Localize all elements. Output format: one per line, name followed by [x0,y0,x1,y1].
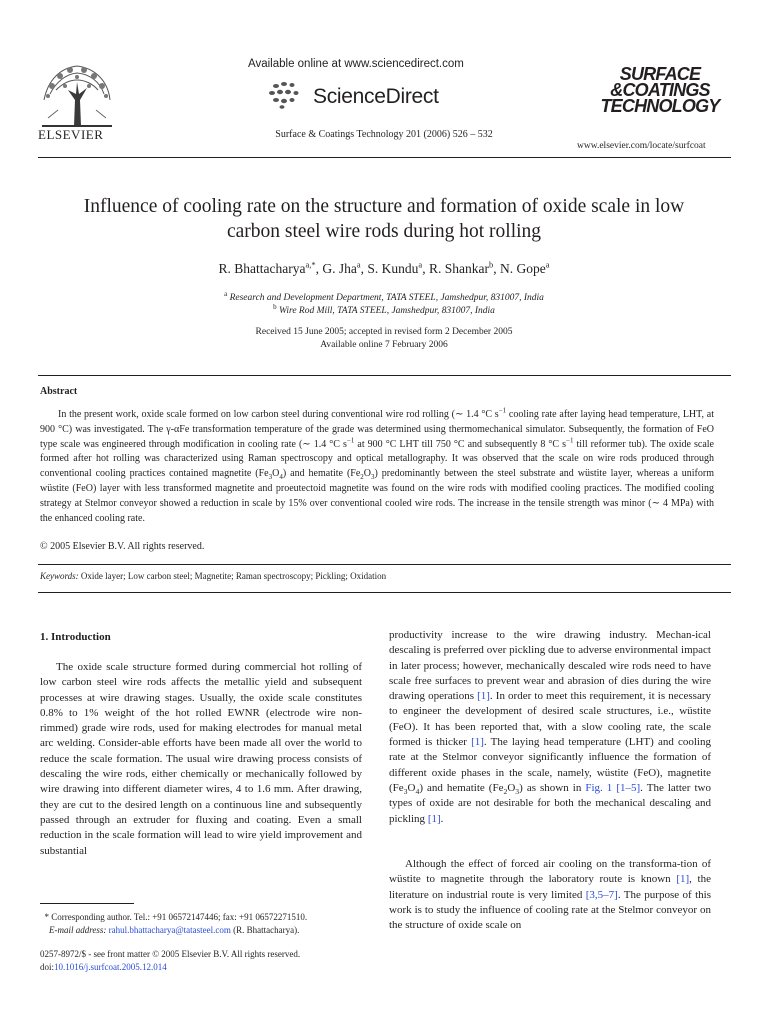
citation-link[interactable]: [1–5] [616,781,641,794]
author-affiliation-mark: a [545,259,550,270]
article-title [30,194,738,244]
introduction-left-column: The oxide scale structure formed during commercial hot rolling of low carbon steel wire rods affects the metallic yield and subsequent processes at wire drawing stages. Usually, the oxide scale constitutes 0.8% to 1% weight of the hot rolled EWNR (electrode wire non-rimmed) grade wire rods, used for making electrodes for manual metal arc welding. Consider-able efforts have been made all over the world to reduce the scale formation. The usual wire drawing process consists of descaling the wire rods, either chemically or mechanically followed by wire drawing into different diameter wires, 4 to 1.6 mm. After drawing, they are cut to the desired length on a continuous line and subsequently passed through an extruder for fluxing and coating. Even a small reduction in the scale formation will lead to wire yield improvement and substantial [40,661,362,857]
keywords-line [40,571,386,581]
author-name: N. Gope [499,261,546,276]
affiliation-mark: b [273,302,277,311]
email-line [40,924,370,937]
keywords-label: Keywords: [40,571,79,581]
keywords-list: Oxide layer; Low carbon steel; Magnetite; Raman spectroscopy; Pickling; Oxidation [80,571,387,581]
journal-reference: Surface & Coatings Technology 201 (2006) 526 – 532 [275,129,493,140]
keywords-top-rule [38,564,731,565]
doi-link[interactable]: 10.1016/j.surfcoat.2005.12.014 [54,962,167,972]
citation-link[interactable]: [3,5–7] [585,888,618,901]
email-suffix: (R. Bhattacharya). [233,925,300,935]
publisher-name: ELSEVIER [38,127,104,142]
author-separator: , [360,261,368,276]
citation-link[interactable]: [1] [471,736,484,749]
author-name: S. Kundu [367,261,419,276]
citation-link[interactable]: [1] [676,873,690,886]
header-rule [38,157,731,158]
corresponding-author-footnote [40,911,370,937]
doi-line [40,961,300,974]
available-online-text: Available online at www.sciencedirect.com [248,58,464,70]
author-name: R. Bhattacharya [218,261,306,276]
author-affiliation-mark: b [488,259,494,270]
keywords-bottom-rule [38,592,731,593]
section-heading-introduction: 1. Introduction [40,631,111,643]
affiliation-mark: a [224,289,228,298]
article-title-line: Influence of cooling rate on the structure and formation of oxide scale in low [83,196,685,217]
doi-label: doi: [40,962,55,972]
received-dates: Received 15 June 2005; accepted in revised form 2 December 2005 [255,327,513,337]
abstract-body: In the present work, oxide scale formed on low carbon steel during conventional wire rod rolling (∼ 1.4 °C $s^{-1}$ cooling rate after laying head temperature, LHT, at 900 °C) was investigated. The γ-αFe transformation temperature of the grade was determined using thermomechanical simulator. Subsequently, the formation of FeO type scale was engineered through modification in cooling rate (∼ 1.4 °C $s^{-1}$ at 900 °C LHT till 750 °C and subsequently 8 °C $s^{-1}$ till reformer tub). The oxide scale formed after hot rolling was characterized using Raman spectroscopy and optical metallography. It was observed that the scale on wire rods produced through conventional cooling practices contained magnetite $(Fe_3O_4)$ and hematite $(Fe_2O_3)$ predominantly between the steel substrate and wüstite layer, whereas a uniform wüstite (FeO) layer with less transformed magnetite and proeutectoid magnetite was found on the wire rods with modified cooling practices. The modified cooling strategy at Stelmor conveyor showed a reduction in scale by 15% over conventional cooled wire rods. The increase in the tensile strength was minor (∼ 4 MPa) with the enhanced cooling rate. [40,406,714,524]
front-matter-text: 0257-8972/$ - see front matter © 2005 Elsevier B.V. All rights reserved. [40,949,301,959]
available-date: Available online 7 February 2006 [320,340,448,350]
affiliation-b [0,302,768,316]
journal-url[interactable]: www.elsevier.com/locate/surfcoat [577,141,706,151]
journal-title-line: TECHNOLOGY [600,96,720,116]
email-label: E-mail address: [49,925,107,935]
journal-title-logo [600,66,720,114]
author-separator: , [422,261,429,276]
author-separator: , [493,261,500,276]
email-link[interactable]: rahul.bhattacharya@tatasteel.com [108,925,231,935]
author-affiliation-mark: a [418,259,423,270]
author-separator: , [315,261,323,276]
sciencedirect-dots-icon [266,80,310,110]
figure-link[interactable]: Fig. 1 [585,781,613,794]
author-affiliation-mark: a,* [305,259,316,270]
sciencedirect-wordmark: ScienceDirect [313,85,439,108]
citation-link[interactable]: [1] [427,812,441,825]
footnote-rule [40,903,134,904]
corresponding-author-text: Corresponding author. Tel.: +91 06572147446; fax: +91 06572271510. [51,912,308,922]
author-list [0,261,768,277]
front-matter-block [40,948,300,974]
citation-link[interactable]: [1] [477,690,490,703]
author-name: R. Shankar [428,261,489,276]
abstract-heading: Abstract [40,386,78,397]
affiliation-a [0,289,768,303]
abstract-top-rule [38,375,731,376]
introduction-right-column-para2: Although the effect of forced air cooling on the transforma-tion of wüstite to magnetite through the laboratory route is known [1], the literature on industrial route is very limited [3,5–7]. The purpose of this work is to study the influence of cooling rate at the Stelmor conveyor on the structure of oxide scale on [389,858,711,932]
abstract-copyright: © 2005 Elsevier B.V. All rights reserved. [40,541,205,552]
affiliation-text: Wire Rod Mill, TATA STEEL, Jamshedpur, 831007, India [278,306,495,316]
elsevier-tree-logo [38,60,116,128]
affiliation-text: Research and Development Department, TATA STEEL, Jamshedpur, 831007, India [229,293,544,303]
article-title-line: carbon steel wire rods during hot rolling [226,221,542,242]
journal-title-line: SURFACE [619,64,701,84]
journal-title-line: &COATINGS [610,80,710,100]
author-affiliation-mark: a [356,259,361,270]
author-name: G. Jha [322,261,357,276]
introduction-right-column-para1: productivity increase to the wire drawing industry. Mechan-ical descaling is preferred over pickling due to adverse environmental impact in later process; however, mechanically descaled wire rods need to have scale free surfaces to prevent wear and abrasion of dies during the wire drawing operations [1]. In order to meet this requirement, it is necessary to engineer the development of desired scale structures, i.e., wüstite (FeO). It has been reported that, with a slow cooling rate, the scale formed is thicker [1]. The laying head temperature (LHT) and cooling rate at the Stelmor conveyor significantly influence the formation of different oxide phases in the scale, namely, wüstite (FeO), magnetite $(Fe_3O_4)$ and hematite $(Fe_2O_3)$ as shown in Fig. 1 [1–5]. The latter two types of oxide are not desirable for both the mechanical descaling and pickling [1]. [389,629,711,825]
corresponding-author-line: * Corresponding author. Tel.: +91 06572147446; fax: +91 06572271510. [40,912,308,922]
